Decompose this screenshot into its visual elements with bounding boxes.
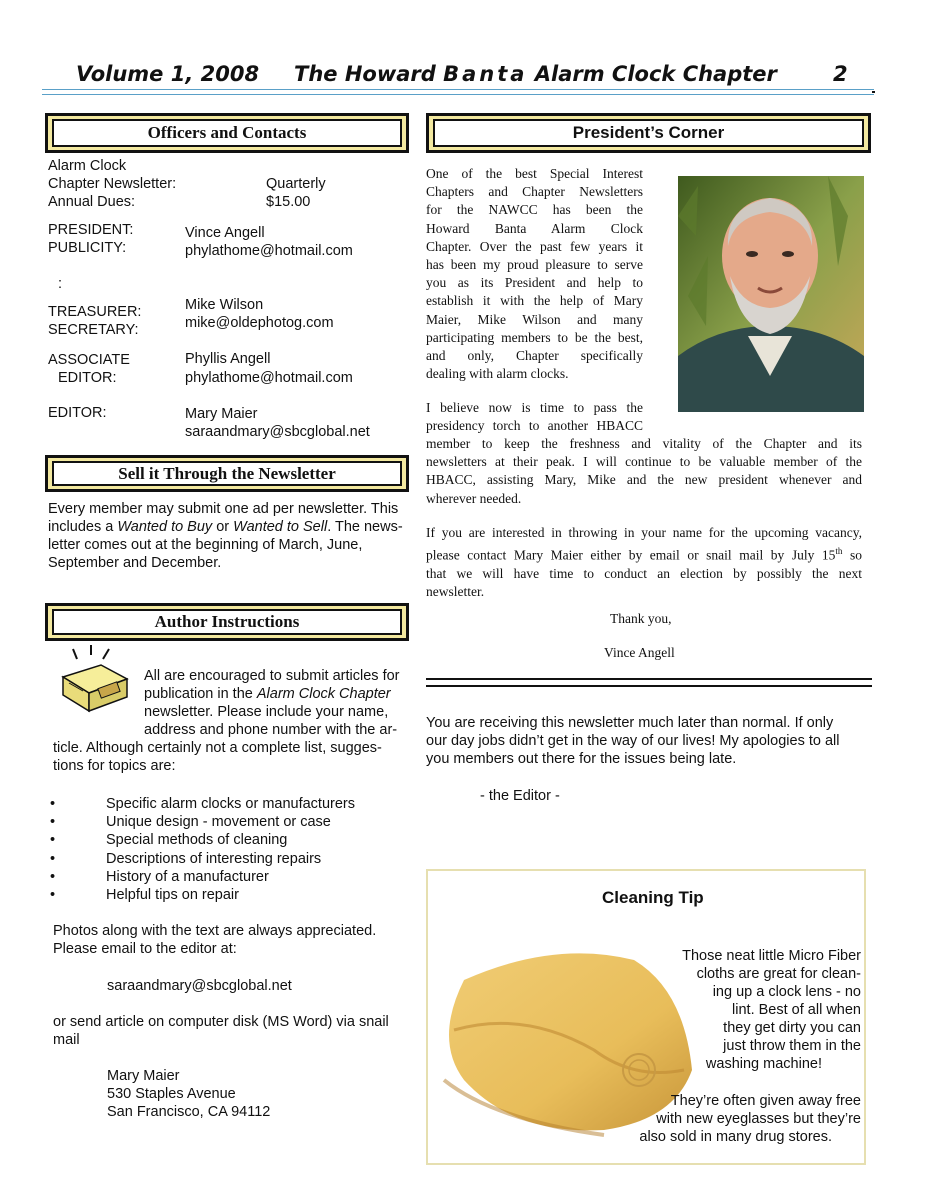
bullet: • — [50, 814, 56, 831]
topic-text: Special methods of cleaning — [106, 832, 288, 849]
text-line: HBACC, assisting Mary, Mike and the new president whenever and — [426, 472, 862, 488]
text-line: Maier, Mike Wilson and many — [426, 311, 643, 327]
bullet: • — [50, 796, 56, 812]
text-line: dealing with alarm clocks. — [426, 366, 569, 382]
bullet: • — [50, 832, 56, 849]
text-line: and only, Chapter specifically — [426, 348, 643, 364]
editor-label: EDITOR: — [48, 405, 107, 421]
associate-email: phylathome@hotmail.com — [185, 370, 353, 386]
page-number: 2 — [833, 62, 848, 86]
title-part: The Howard — [294, 62, 444, 86]
bullet: • — [50, 886, 56, 903]
title-part-spaced: Banta — [443, 62, 528, 86]
topic-text: Unique design - movement or case — [106, 814, 331, 831]
text-line: newsletters at their peak. I will continue to be valuable member of the — [426, 454, 862, 470]
sell-line-2 — [48, 518, 403, 536]
bullet: • — [50, 868, 56, 885]
president-heading: President’s Corner — [433, 119, 864, 147]
author-line-6: tions for topics are: — [53, 758, 176, 774]
president-name: Vince Angell — [185, 225, 265, 241]
section-divider — [426, 678, 872, 687]
header-dot — [872, 91, 875, 93]
text-line: I believe now is time to pass the — [426, 400, 643, 415]
address-line-2: 530 Staples Avenue — [107, 1086, 236, 1102]
text-line: One of the best Special Interest — [426, 166, 643, 181]
sell-line-4: September and December. — [48, 555, 222, 571]
bullet: • — [50, 850, 56, 867]
topic-text: History of a manufacturer — [106, 868, 269, 885]
superscript: th — [835, 546, 843, 557]
officers-heading-box — [45, 113, 409, 153]
author-line-3: newsletter. Please include your name, — [144, 704, 389, 720]
president-email: phylathome@hotmail.com — [185, 243, 353, 259]
dues-value: $15.00 — [266, 194, 311, 210]
tip-line-4: lint. Best of all when — [732, 1002, 861, 1018]
editor-email: saraandmary@sbcglobal.net — [185, 424, 370, 440]
editor-note-line-2: our day jobs didn’t get in the way of our lives! My apologies to all — [426, 733, 840, 749]
text-run: includes a — [48, 519, 118, 535]
text-line: member to keep the freshness and vitality of the Chapter and its — [426, 436, 862, 451]
text-line: Howard Banta Alarm Clock — [426, 220, 643, 236]
editor-note-line-3: you members out there for the issues being late. — [426, 751, 737, 767]
president-label: PRESIDENT: — [48, 222, 134, 238]
text-run: please contact Mary Maier either by email or snail mail by July 15 — [426, 547, 836, 563]
publication-name: Alarm Clock Chapter — [256, 686, 391, 702]
tip-line-7: washing machine! — [705, 1056, 822, 1072]
president-paragraph-3 — [426, 524, 862, 601]
text-line — [426, 542, 862, 565]
tip-line-10: also sold in many drug stores. — [639, 1129, 832, 1145]
text-line: establish it with the help of Mary — [426, 293, 643, 309]
author-line-5: ticle. Although certainly not a complete list, sugges- — [53, 740, 382, 756]
associate-name: Phyllis Angell — [185, 351, 271, 367]
tip-line-5: they get dirty you can — [723, 1020, 861, 1036]
sell-heading: Sell it Through the Newsletter — [52, 461, 402, 486]
tip-line-1: Those neat little Micro Fiber — [682, 948, 861, 964]
author-heading: Author Instructions — [52, 609, 402, 635]
secretary-label: SECRETARY: — [48, 322, 139, 338]
thank-you: Thank you, — [610, 611, 672, 626]
topic-text: Specific alarm clocks or manufacturers — [106, 796, 355, 812]
treasurer-label: TREASURER: — [48, 304, 142, 320]
tip-line-9: with new eyeglasses but they’re — [656, 1111, 861, 1127]
president-heading-box — [426, 113, 871, 153]
president-paragraph-1 — [426, 165, 643, 383]
treasurer-email: mike@oldephotog.com — [185, 315, 334, 331]
president-paragraph-2b — [426, 435, 862, 508]
submission-email: saraandmary@sbcglobal.net — [107, 978, 292, 994]
publicity-label: PUBLICITY: — [48, 240, 127, 256]
author-heading-box — [45, 603, 409, 641]
associate-label-2: EDITOR: — [58, 370, 117, 386]
text-line: Chapters and Chapter Newsletters — [426, 184, 643, 200]
photos-line-1: Photos along with the text are always appreciated. — [53, 923, 377, 939]
tip-line-6: just throw them in the — [723, 1038, 861, 1054]
stray-colon: : — [58, 276, 63, 292]
sell-heading-box — [45, 455, 409, 492]
page-header — [0, 62, 927, 92]
associate-label-1: ASSOCIATE — [48, 352, 130, 368]
text-run: so — [842, 547, 862, 563]
text-run: publication in the — [144, 686, 257, 702]
photos-line-2: Please email to the editor at: — [53, 941, 237, 957]
treasurer-name: Mike Wilson — [185, 297, 264, 313]
volume-label: Volume 1, 2008 — [76, 62, 260, 86]
tip-line-2: cloths are great for clean- — [696, 966, 861, 982]
author-line-2 — [144, 685, 391, 703]
text-line: has been my proud pleasure to serve — [426, 257, 643, 273]
newsletter-label-2: Chapter Newsletter: — [48, 176, 177, 192]
text-line: newsletter. — [426, 584, 485, 600]
author-line-1: All are encouraged to submit articles for — [144, 668, 400, 684]
author-line-4: address and phone number with the ar- — [144, 722, 398, 738]
text-line: you as its President and help to — [426, 275, 643, 291]
wanted-to-buy: Wanted to Buy — [117, 519, 213, 535]
disk-line-1: or send article on computer disk (MS Word) via snail — [53, 1014, 389, 1030]
dues-label: Annual Dues: — [48, 194, 136, 210]
tip-line-8: They’re often given away free — [670, 1093, 861, 1109]
disk-line-2: mail — [53, 1032, 80, 1048]
editor-name: Mary Maier — [185, 406, 258, 422]
address-line-1: Mary Maier — [107, 1068, 180, 1084]
title-part: Alarm Clock Chapter — [527, 62, 777, 86]
wanted-to-sell: Wanted to Sell — [233, 519, 328, 535]
newsletter-label-1: Alarm Clock — [48, 158, 127, 174]
text-line: presidency torch to another HBACC — [426, 418, 643, 434]
cleaning-tip-heading: Cleaning Tip — [602, 888, 704, 907]
president-signature: Vince Angell — [604, 645, 675, 660]
president-paragraph-2a — [426, 399, 643, 435]
text-line: If you are interested in throwing in your name for the upcoming vacancy, — [426, 525, 862, 540]
text-line: for the NAWCC has been the — [426, 202, 643, 218]
text-run: . The news- — [327, 519, 403, 535]
newsletter-title — [294, 62, 777, 86]
tip-line-3: ing up a clock lens - no — [712, 984, 861, 1000]
editor-sign: - the Editor - — [480, 788, 560, 804]
microfiber-cloth-image — [434, 930, 704, 1140]
newsletter-frequency: Quarterly — [266, 176, 326, 192]
topic-text: Helpful tips on repair — [106, 886, 239, 903]
sell-line-1: Every member may submit one ad per newsletter. This — [48, 501, 399, 517]
text-line: wherever needed. — [426, 490, 522, 506]
text-line: participating members to be the best, — [426, 329, 643, 345]
sell-line-3: letter comes out at the beginning of March, June, — [48, 537, 363, 553]
text-line: that we will have time to conduct an election by possibly the next — [426, 565, 862, 581]
editor-note-line-1: You are receiving this newsletter much later than normal. If only — [426, 715, 834, 731]
header-rule — [42, 89, 874, 95]
text-line: Chapter. Over the past few years it — [426, 238, 643, 254]
president-photo — [678, 176, 864, 412]
computer-clipart-icon — [55, 645, 135, 717]
officers-heading: Officers and Contacts — [52, 119, 402, 147]
topic-text: Descriptions of interesting repairs — [106, 850, 322, 867]
text-run: or — [212, 519, 234, 535]
address-line-3: San Francisco, CA 94112 — [107, 1104, 271, 1120]
